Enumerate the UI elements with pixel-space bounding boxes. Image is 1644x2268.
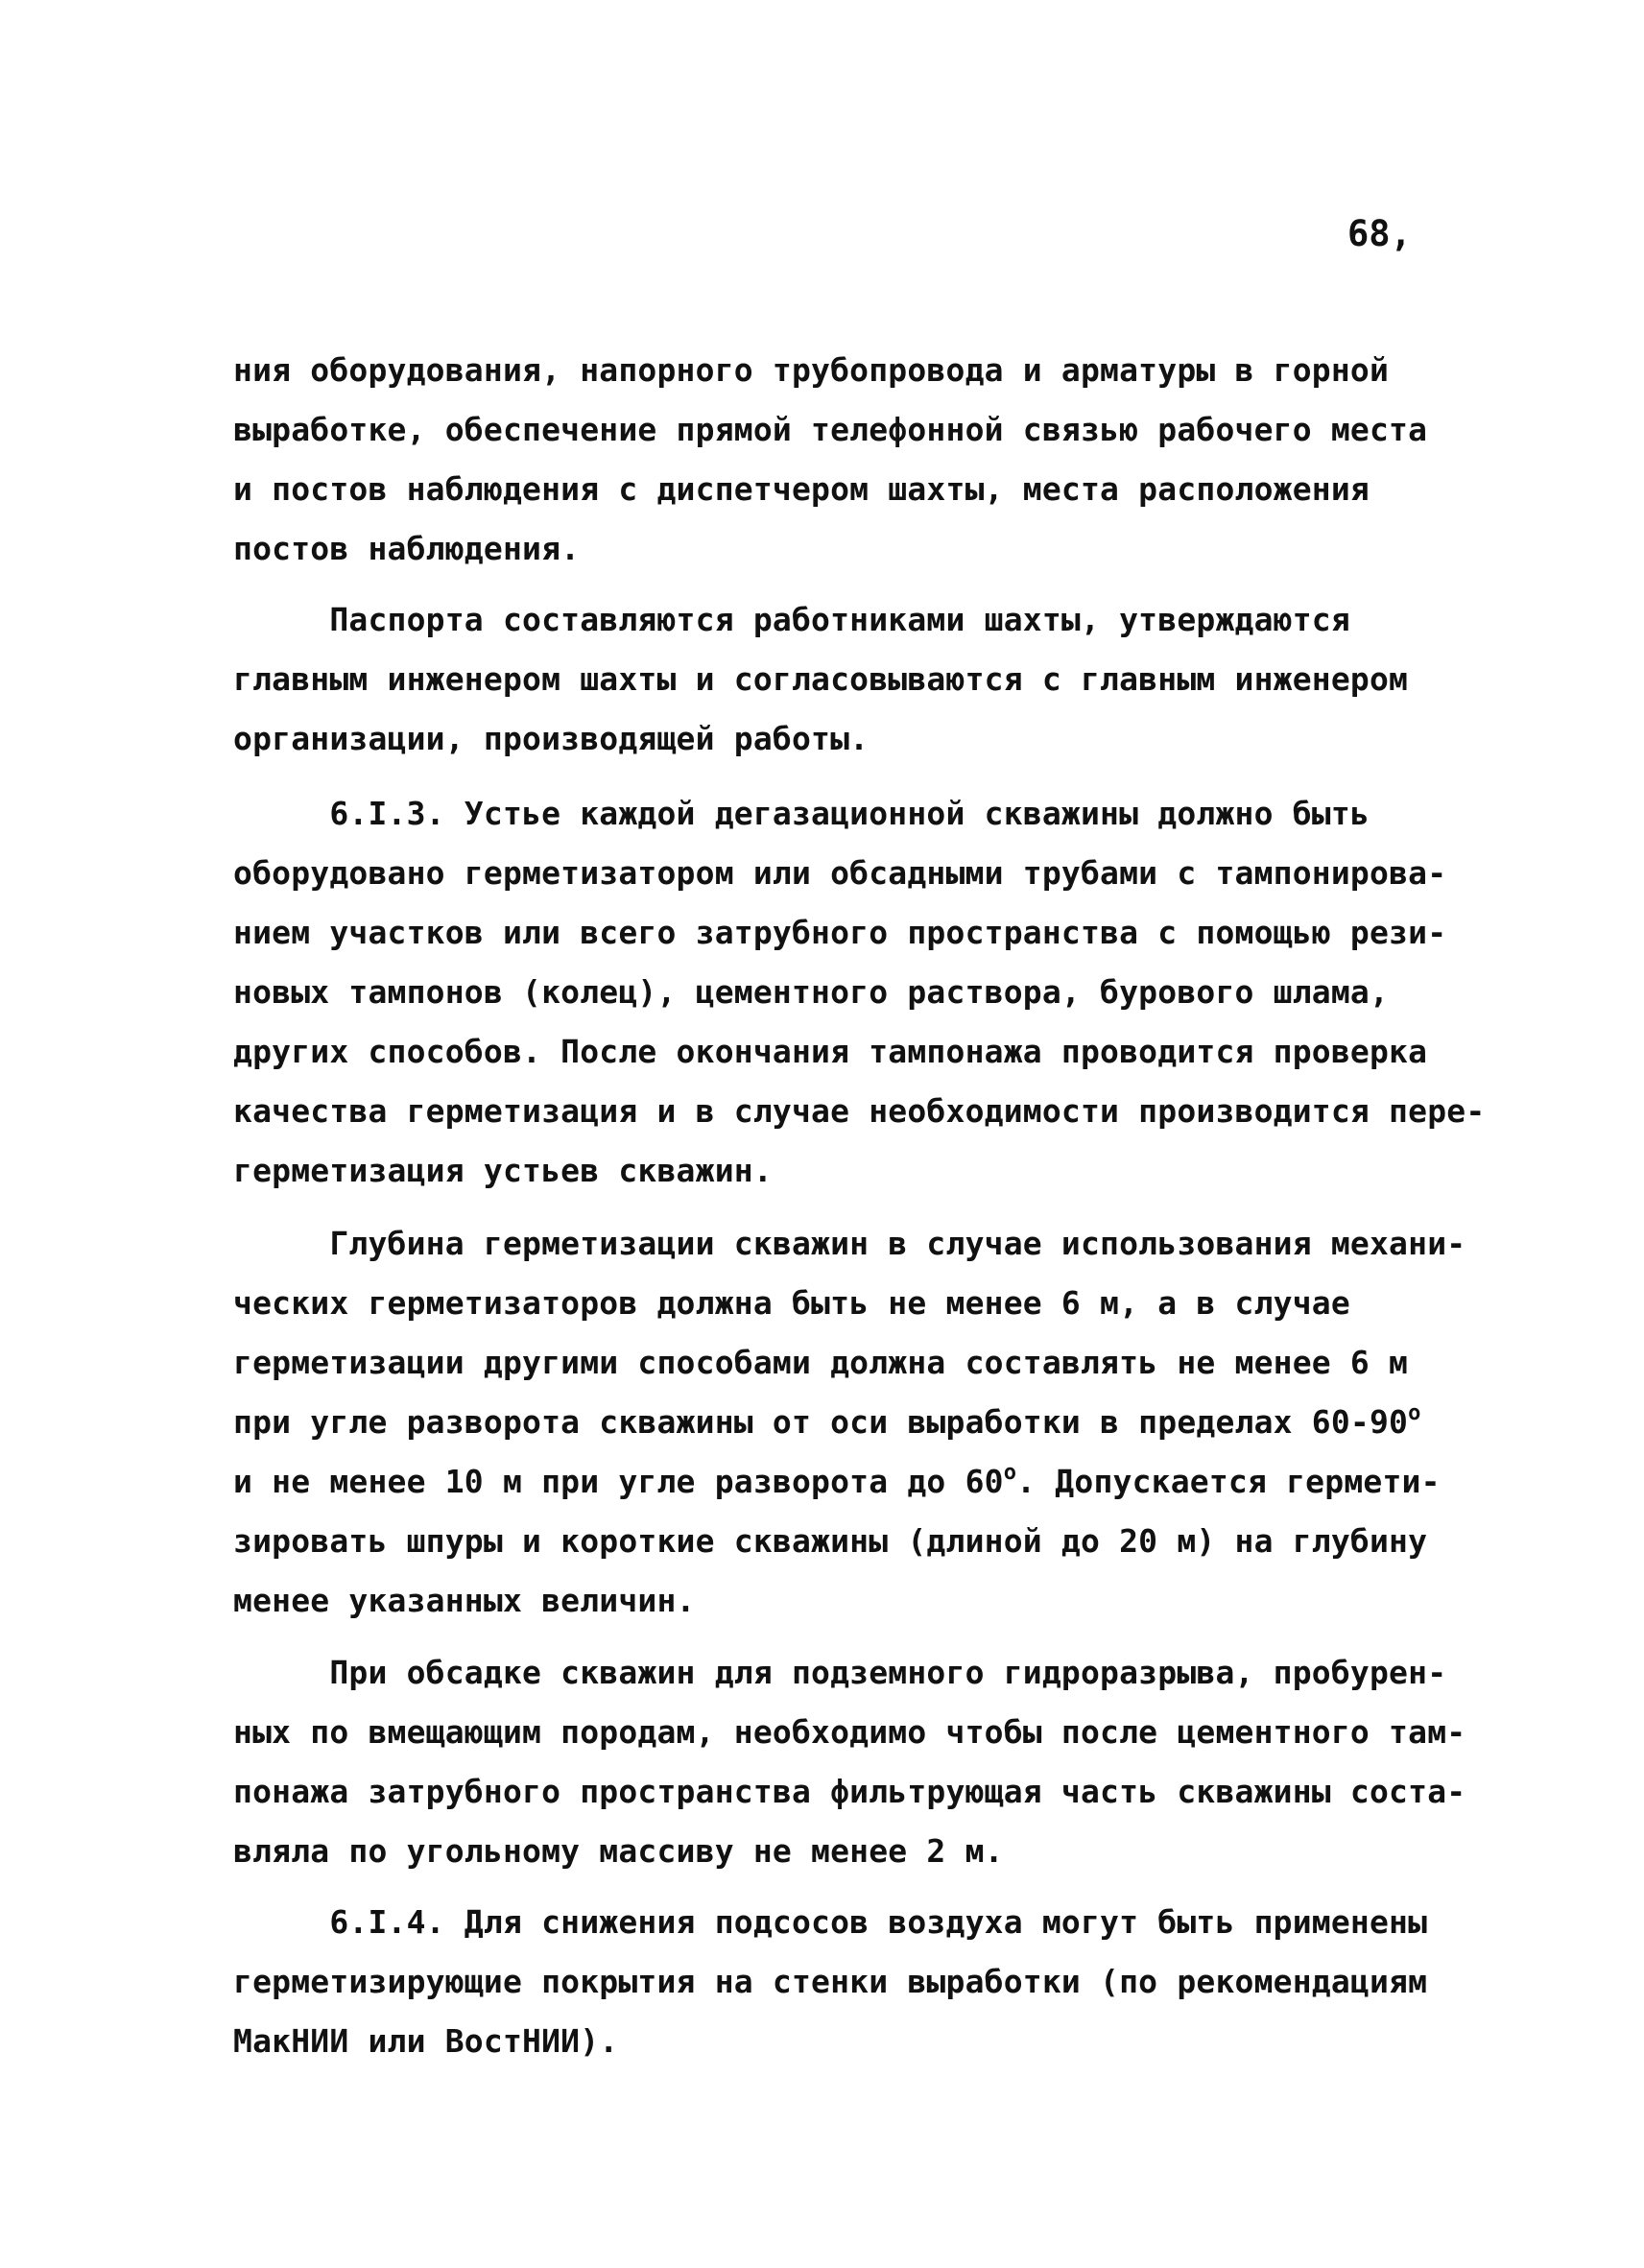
text-line: Паспорта составляются работниками шахты, утверждаются bbox=[233, 601, 1350, 638]
text-line: постов наблюдения. bbox=[233, 530, 581, 567]
page-number: 68, bbox=[1347, 213, 1412, 254]
text-line: других способов. После окончания тампонажа проводится проверка bbox=[233, 1033, 1428, 1070]
text-line: выработке, обеспечение прямой телефонной связью рабочего места bbox=[233, 411, 1428, 448]
degree-superscript: o bbox=[1408, 1401, 1421, 1425]
text-line: менее указанных величин. bbox=[233, 1582, 696, 1619]
paragraph-6-1-3 bbox=[233, 784, 1486, 1201]
text-fragment: . Допускается гермети- bbox=[1016, 1463, 1441, 1500]
text-line: ческих герметизаторов должна быть не менее 6 м, а в случае bbox=[233, 1284, 1350, 1322]
text-line: 6.I.4. Для снижения подсосов воздуха могут быть применены bbox=[233, 1903, 1428, 1941]
paragraph-continuation bbox=[233, 341, 1481, 579]
paragraph-6-1-4 bbox=[233, 1893, 1481, 2071]
text-line: 6.I.3. Устье каждой дегазационной скважины должно быть bbox=[233, 795, 1370, 832]
text-line: вляла по угольному массиву не менее 2 м. bbox=[233, 1832, 1004, 1870]
text-line bbox=[233, 1393, 1481, 1452]
text-line bbox=[233, 1452, 1481, 1512]
text-line: При обсадке скважин для подземного гидроразрыва, пробурен- bbox=[233, 1654, 1447, 1691]
text-line: ных по вмещающим породам, необходимо чтобы после цементного там- bbox=[233, 1713, 1466, 1751]
text-line: зировать шпуры и короткие скважины (длиной до 20 м) на глубину bbox=[233, 1522, 1428, 1560]
text-line: герметизирующие покрытия на стенки выработки (по рекомендациям bbox=[233, 1963, 1428, 2000]
text-line: качества герметизация и в случае необходимости производится пере- bbox=[233, 1092, 1486, 1130]
paragraph-sealing-depth bbox=[233, 1214, 1481, 1631]
text-line: и постов наблюдения с диспетчером шахты, места расположения bbox=[233, 470, 1370, 508]
text-line: главным инженером шахты и согласовываются с главным инженером bbox=[233, 660, 1409, 698]
text-line: нием участков или всего затрубного пространства с помощью рези- bbox=[233, 914, 1447, 951]
text-line: герметизации другими способами должна составлять не менее 6 м bbox=[233, 1344, 1409, 1381]
text-line: новых тампонов (колец), цементного раствора, бурового шлама, bbox=[233, 973, 1390, 1011]
text-line: ния оборудования, напорного трубопровода и арматуры в горной bbox=[233, 351, 1390, 389]
degree-superscript: o bbox=[1003, 1461, 1017, 1485]
paragraph-hydrofracturing bbox=[233, 1643, 1481, 1881]
text-fragment: и не менее 10 м при угле разворота до 60 bbox=[233, 1463, 1004, 1500]
text-fragment: при угле разворота скважины от оси выработки в пределах 60-90 bbox=[233, 1403, 1409, 1441]
text-line: Глубина герметизации скважин в случае использования механи- bbox=[233, 1225, 1466, 1262]
text-line: оборудовано герметизатором или обсадными трубами с тампонирова- bbox=[233, 854, 1447, 892]
paragraph-passports bbox=[233, 590, 1481, 769]
text-line: организации, производящей работы. bbox=[233, 720, 870, 757]
text-line: МакНИИ или ВостНИИ). bbox=[233, 2022, 619, 2060]
text-line: герметизация устьев скважин. bbox=[233, 1152, 773, 1189]
text-line: понажа затрубного пространства фильтрующая часть скважины соста- bbox=[233, 1773, 1466, 1810]
